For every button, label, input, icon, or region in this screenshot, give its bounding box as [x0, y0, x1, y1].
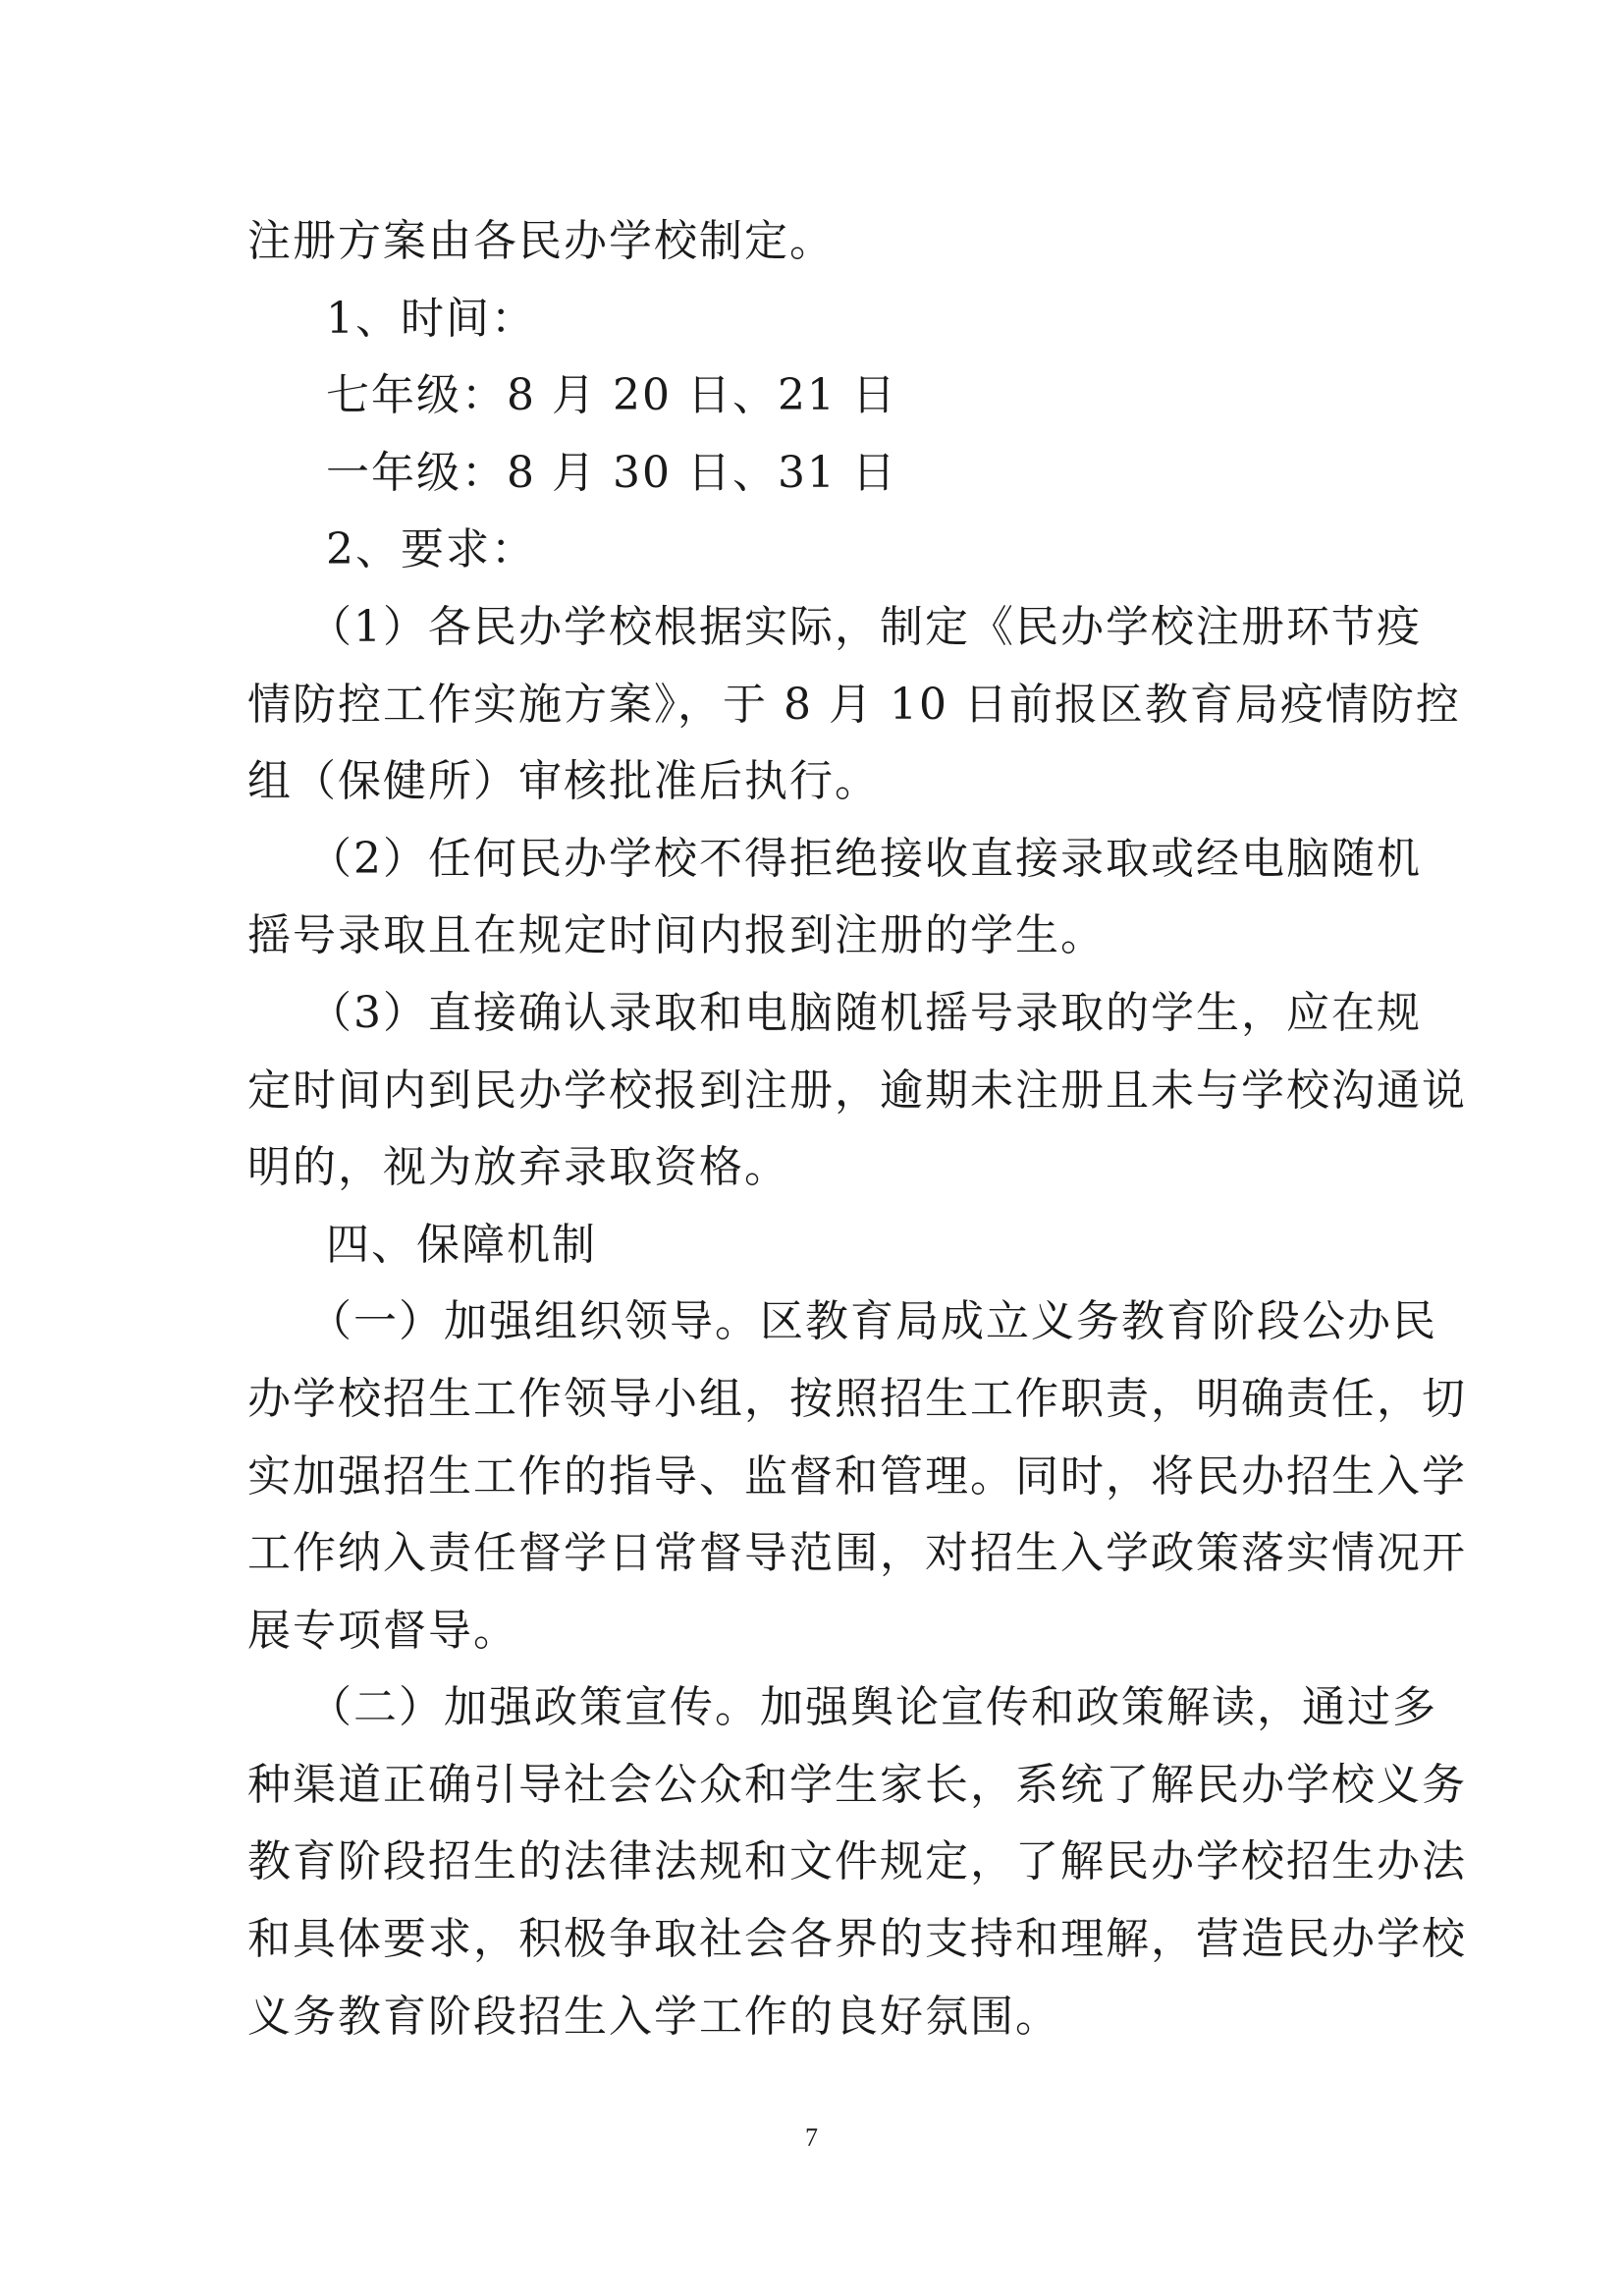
- text-line: （一）加强组织领导。区教育局成立义务教育阶段公办民: [308, 1296, 1437, 1347]
- page-number: 7: [805, 2123, 818, 2152]
- text-line: 工作纳入责任督学日常督导范围，对招生入学政策落实情况开: [247, 1528, 1467, 1579]
- text-line: 一年级：8 月 30 日、31 日: [326, 447, 897, 498]
- text-line: 组（保健所）审核批准后执行。: [247, 756, 880, 807]
- text-line: （2）任何民办学校不得拒绝接收直接录取或经电脑随机: [308, 833, 1422, 884]
- text-line: （二）加强政策宣传。加强舆论宣传和政策解读，通过多: [308, 1682, 1437, 1733]
- text-line: 教育阶段招生的法律法规和文件规定，了解民办学校招生办法: [247, 1836, 1467, 1887]
- text-line: 展专项督导。: [247, 1605, 518, 1656]
- text-line: 明的，视为放弃录取资格。: [247, 1142, 789, 1193]
- text-line: （3）直接确认录取和电脑随机摇号录取的学生，应在规: [308, 987, 1422, 1038]
- text-line: 实加强招生工作的指导、监督和管理。同时，将民办招生入学: [247, 1450, 1467, 1502]
- text-line: （1）各民办学校根据实际，制定《民办学校注册环节疫: [308, 601, 1422, 652]
- text-line: 1、时间：: [326, 293, 536, 344]
- body-text: [247, 203, 1467, 2055]
- text-line: 2、要求：: [326, 524, 536, 575]
- text-line: 注册方案由各民办学校制定。: [247, 216, 835, 266]
- text-line: 情防控工作实施方案》，于 8 月 10 日前报区教育局疫情防控: [247, 679, 1461, 730]
- text-line: 种渠道正确引导社会公众和学生家长，系统了解民办学校义务: [247, 1759, 1467, 1810]
- section-heading: 四、保障机制: [326, 1219, 597, 1270]
- text-line: 义务教育阶段招生入学工作的良好氛围。: [247, 1991, 1060, 2042]
- text-line: 和具体要求，积极争取社会各界的支持和理解，营造民办学校: [247, 1914, 1467, 1965]
- text-line: 办学校招生工作领导小组，按照招生工作职责，明确责任，切: [247, 1373, 1467, 1424]
- text-line: 定时间内到民办学校报到注册，逾期未注册且未与学校沟通说: [247, 1065, 1467, 1116]
- text-line: 摇号录取且在规定时间内报到注册的学生。: [247, 910, 1106, 961]
- text-line: 七年级：8 月 20 日、21 日: [326, 370, 897, 421]
